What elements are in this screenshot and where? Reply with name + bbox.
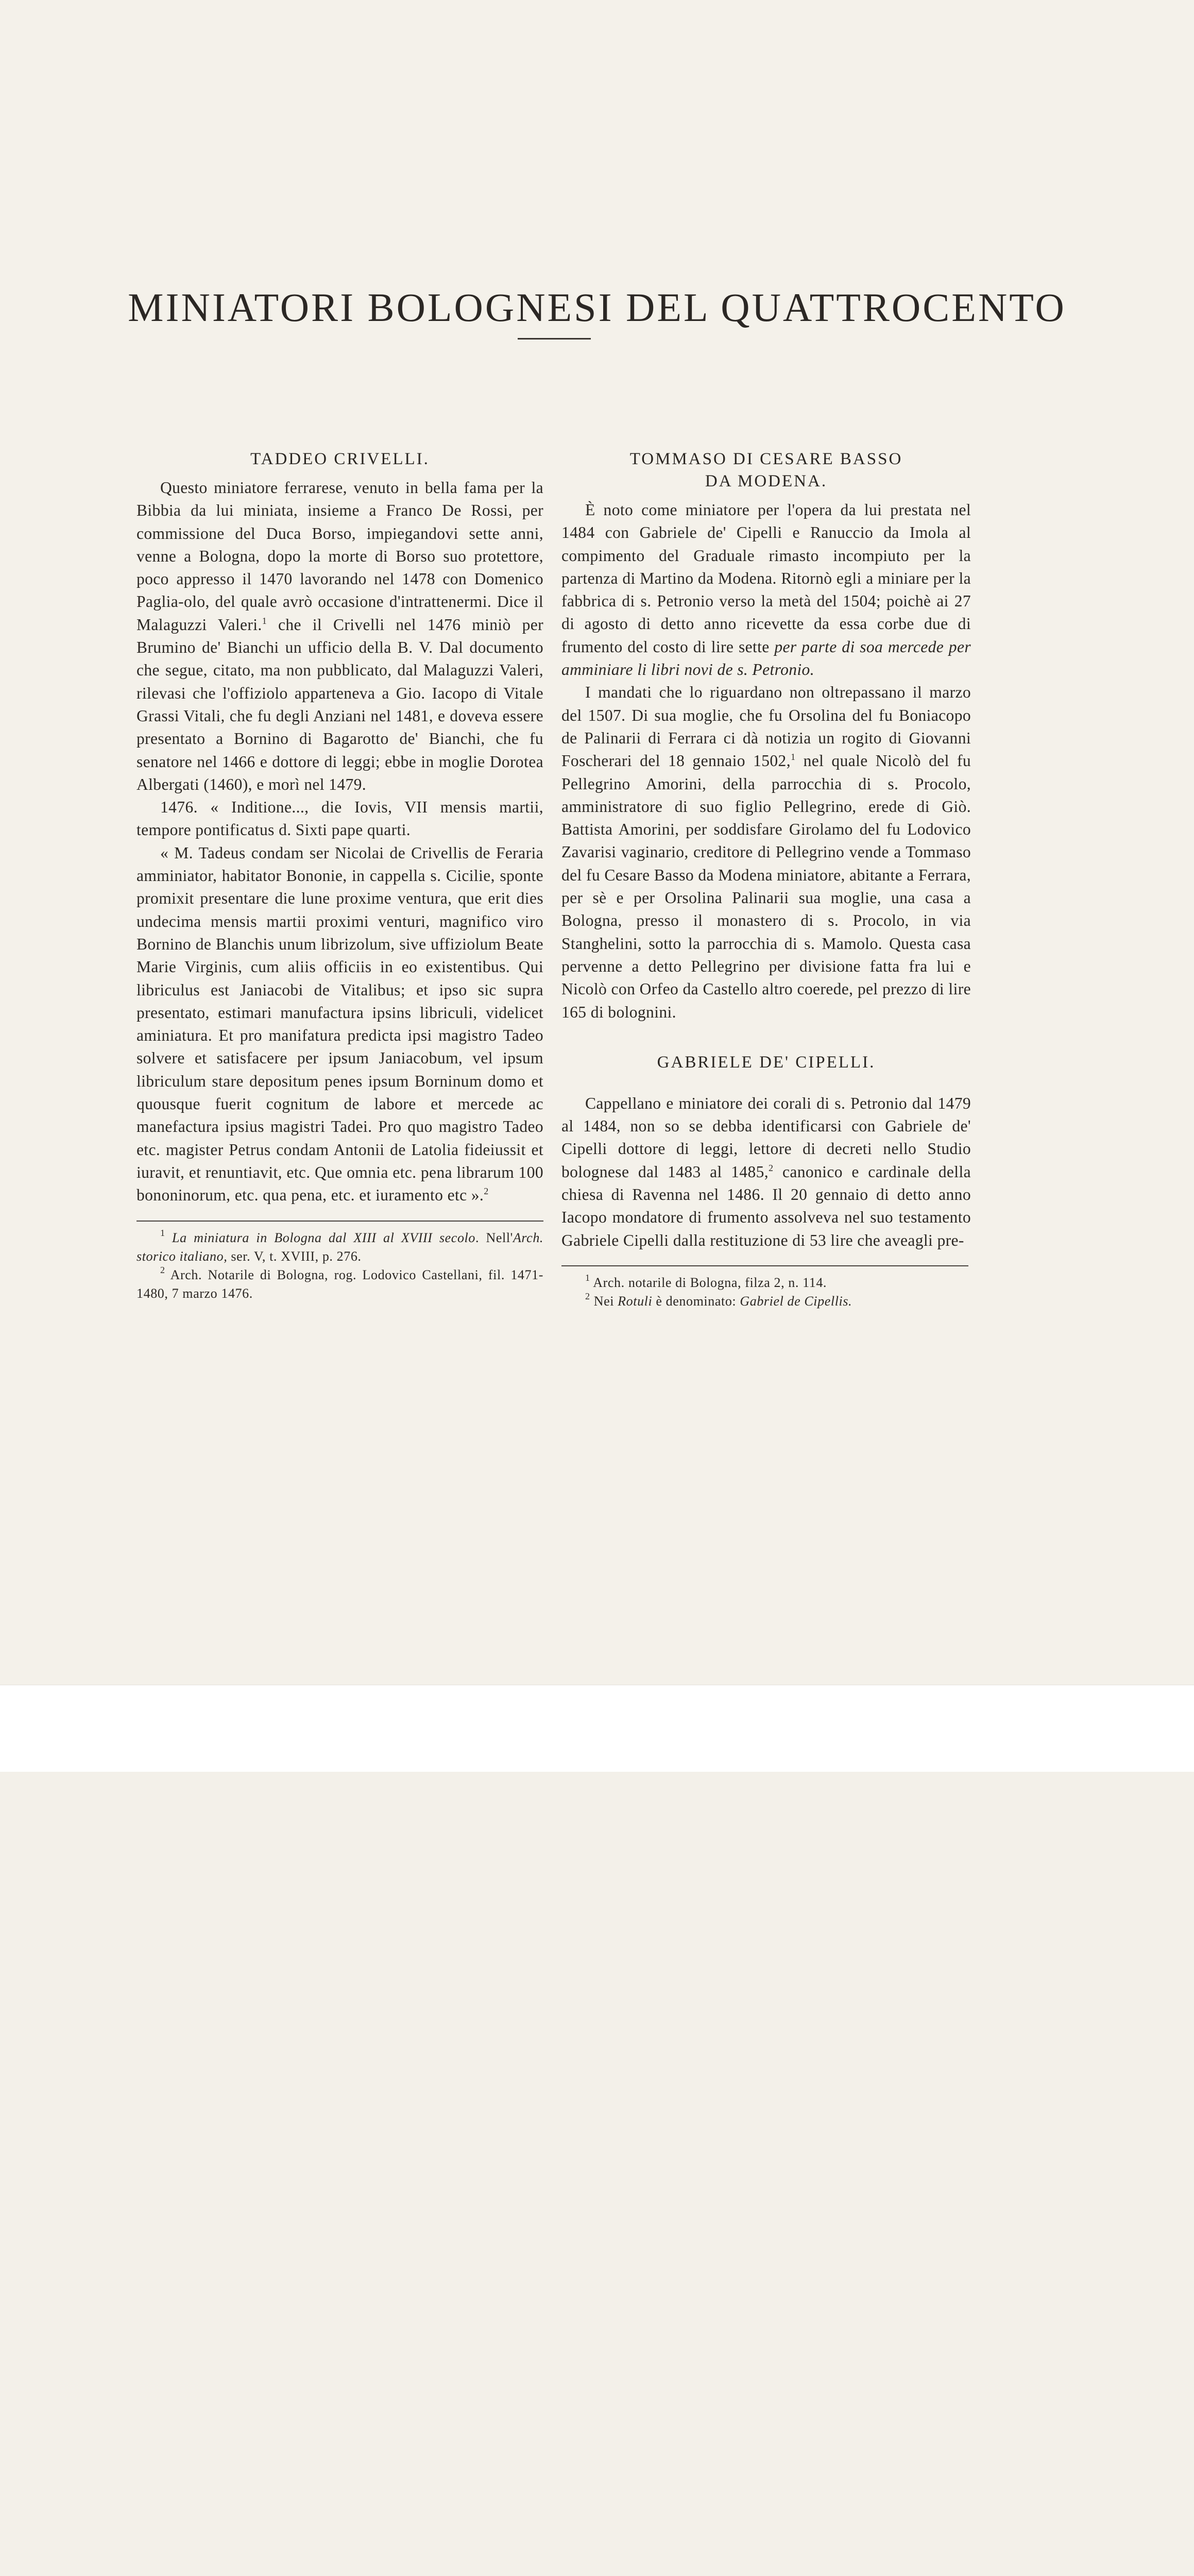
right-column [561, 448, 971, 1311]
page-title: MINIATORI BOLOGNESI DEL QUATTROCENTO [128, 285, 1066, 330]
footnote-text: ser. V, t. XVIII, p. 276. [227, 1248, 362, 1264]
paragraph-text: È noto come miniatore per l'opera da lui prestata nel 1484 con Gabriele de' Cipelli e Ranuccio da Imola al compimento del Graduale rimasto incompiuto per la partenza di Martino da Modena. Ritornò egli a miniare per la fabbrica di s. Petronio verso la metà del 1504; poichè ai 27 di agosto di detto anno ricevette da essa corbe due di frumento del costo di lire sette [561, 501, 971, 656]
footnote-divider [561, 1265, 968, 1266]
title-divider [518, 338, 591, 340]
footnote-number: 2 [160, 1264, 165, 1275]
footnote-number: 2 [585, 1291, 590, 1301]
footnote [137, 1266, 543, 1303]
footnote [137, 1229, 543, 1266]
footnote-text: Gabriel de Cipellis. [740, 1293, 852, 1309]
footnote-text: Nei [593, 1293, 618, 1309]
footnote-ref: 1 [791, 752, 796, 762]
footnote-text: Arch. notarile di Bologna, filza 2, n. 114. [593, 1275, 827, 1290]
footnote-text: Rotuli [618, 1293, 653, 1309]
paragraph-text: nel quale Nicolò del fu Pellegrino Amorini, della parrocchia di s. Procolo, amministratore di suo figlio Pellegrino, erede di Giò. Battista Amorini, per soddisfare Girolamo del fu Lodovico Zavarisi vaginario, creditore di Pellegrino vende a Tommaso del fu Cesare Basso da Modena miniatore, abitante a Ferrara, per sè e per Orsolina Palinarii sua moglie, una casa a Bologna, presso il monastero di s. Procolo, in via Stanghelini, sotto la parrocchia di s. Mamolo. Questa casa pervenne a detto Pellegrino per divisione fatta fra lui e Nicolò con Orfeo da Castello altro coerede, pel prezzo di lire 165 di bolognini. [561, 752, 971, 1021]
paragraph-text: per parte di soa mercede per amminiare li libri novi de s. Petronio. [561, 637, 971, 679]
footnote-ref: 2 [769, 1162, 774, 1173]
footnote-ref: 1 [262, 615, 267, 626]
paragraph-text: che il Crivelli nel 1476 miniò per Brumino de' Bianchi un ufficio della B. V. Dal documento che segue, citato, ma non pubblicato, dal Malaguzzi Valeri, rilevasi che l'offiziolo apparteneva a Gio. Iacopo di Vitale Grassi Vitali, che fu degli Anziani nel 1481, e doveva essere presentato a Bornino di Bagarotto de' Bianchi, che fu senatore nel 1466 e dottore di leggi; ebbe in moglie Dorotea Albergati (1460), e morì nel 1479. [137, 615, 543, 793]
paragraph [137, 842, 543, 1207]
paragraph [561, 681, 971, 1023]
section-heading-gabriele-cipelli: GABRIELE DE' CIPELLI. [657, 1053, 876, 1072]
paragraph [561, 499, 971, 681]
footnote-number: 1 [585, 1272, 590, 1283]
heading-line: TOMMASO DI CESARE BASSO [629, 450, 903, 468]
section-heading-taddeo-crivelli: TADDEO CRIVELLI. [250, 450, 430, 468]
footnote [561, 1274, 971, 1292]
footnote [561, 1292, 971, 1311]
footnote-number: 1 [160, 1227, 165, 1238]
footnote-text: è denominato: [652, 1293, 740, 1309]
paragraph-text: canonico e cardinale della chiesa di Ravenna nel 1486. Il 20 gennaio di detto anno Iacopo mondatore di frumento assolveva nel suo testamento Gabriele Cipelli dalla restituzione di 53 lire che aveagli pre- [561, 1162, 971, 1249]
footnote-ref: 2 [484, 1186, 489, 1197]
section-heading-tommaso-basso [561, 448, 971, 493]
left-column [137, 448, 543, 1303]
footnote-divider [137, 1221, 543, 1222]
heading-line: DA MODENA. [705, 472, 828, 490]
paragraph: 1476. « Inditione..., die Iovis, VII mensis martii, tempore pontificatus d. Sixti pape quarti. [137, 798, 543, 839]
paragraph-text: « M. Tadeus condam ser Nicolai de Crivellis de Feraria amminiator, habitator Bononie, in cappella s. Cicilie, sponte promixit presentare die lune proxime ventura, que erit dies undecima mensis martii proximi venturi, magnifico viro Bornino de Blanchis unum librizolum, sive uffiziolum Beate Marie Virginis, cum aliis officiis in eo existentibus. Qui libriculus est Janiacobi de Vitalibus; et ipso sic supra presentato, estimari manufactura ipsins libriculi, videlicet aminiatura. Et pro manifatura predicta ipsi magistro Tadeo solvere et satisfacere per ipsum Janiacobum, vel ipsum libriculum stare depositum penes ipsum Borninum domo et quousque fuerit cognitum de labore et mercede ac manefactura ipsius magistri Tadei. Pro quo magistro Tadeo etc. magister Petrus condam Antonii de Latolia fideiussit et iuravit, et renuntiavit, etc. Que omnia etc. pena librarum 100 bononinorum, etc. qua pena, etc. et iuramento etc ». [137, 843, 543, 1205]
footnote-text: Arch. Notarile di Bologna, rog. Lodovico Castellani, fil. 1471-1480, 7 marzo 1476. [137, 1267, 543, 1301]
footnote-text: Arch. storico italiano, [137, 1230, 544, 1264]
paragraph [561, 1092, 971, 1252]
footnote-text: La miniatura in Bologna dal XIII al XVIII secolo [172, 1230, 475, 1245]
viewer-footer [0, 1685, 1194, 1772]
paragraph-text: Cappellano e miniatore dei corali di s. Petronio dal 1479 al 1484, non so se debba identificarsi con Gabriele de' Cipelli dottore di leggi, lettore di decreti nello Studio bolognese dal 1483 al 1485, [561, 1094, 971, 1181]
paragraph [137, 477, 543, 796]
paragraph-text: Questo miniatore ferrarese, venuto in bella fama per la Bibbia da lui miniata, insieme a Franco De Rossi, per commissione del Duca Borso, impiegandovi sette anni, venne a Bologna, dopo la morte di Borso suo protettore, poco appresso il 1470 lavorando nel 1478 con Domenico Paglia-olo, del quale avrò occasione d'intrattenermi. Dice il Malaguzzi Valeri. [137, 479, 543, 634]
paragraph-text: I mandati che lo riguardano non oltrepassano il marzo del 1507. Di sua moglie, che fu Orsolina del fu Boniacopo de Palinarii di Ferrara ci dà notizia un rogito di Giovanni Foscherari del 18 gennaio 1502, [561, 683, 971, 770]
footnote-text: . Nell' [475, 1230, 513, 1245]
